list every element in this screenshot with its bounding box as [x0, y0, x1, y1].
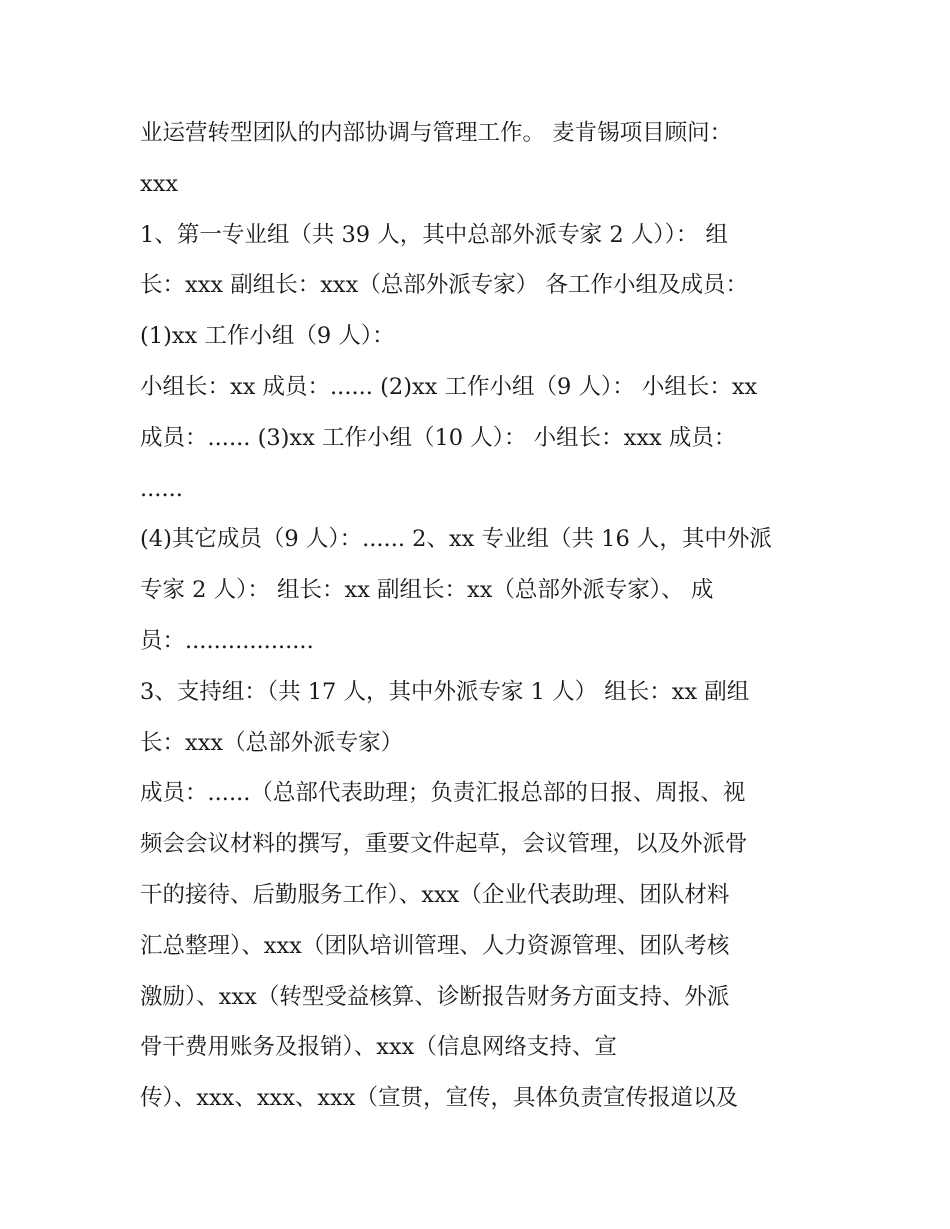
text-line: 长：xxx 副组长：xxx（总部外派专家） 各工作小组及成员： [140, 272, 748, 299]
text-line: (4)其它成员（9 人）：...... 2、xx 专业组（共 16 人，其中外派 [140, 526, 772, 553]
text-line: 专家 2 人）： 组长：xx 副组长：xx（总部外派专家）、 成 [140, 577, 714, 604]
text-line: xxx [140, 170, 179, 197]
text-line: 汇总整理）、xxx（团队培训管理、人力资源管理、团队考核 [140, 932, 730, 959]
document-body [140, 108, 820, 1124]
text-line: (1)xx 工作小组（9 人）： [140, 323, 395, 350]
text-line: 骨干费用账务及报销）、xxx（信息网络支持、宣 [140, 1034, 617, 1061]
text-line: 成员：...... (3)xx 工作小组（10 人）： 小组长：xxx 成员： [140, 424, 737, 451]
text-line: 激励）、xxx（转型受益核算、诊断报告财务方面支持、外派 [140, 983, 730, 1010]
text-line: 成员：......（总部代表助理；负责汇报总部的日报、周报、视 [140, 780, 746, 807]
text-line: 长：xxx（总部外派专家） [140, 729, 404, 756]
text-line: 3、支持组：（共 17 人，其中外派专家 1 人） 组长：xx 副组 [140, 678, 750, 705]
text-line: ...... [140, 475, 183, 502]
text-line: 业运营转型团队的内部协调与管理工作。 麦肯锡项目顾问： [140, 120, 733, 146]
text-line: 频会会议材料的撰写，重要文件起草，会议管理，以及外派骨 [140, 831, 748, 858]
text-line: 干的接待、后勤服务工作）、xxx（企业代表助理、团队材料 [140, 881, 730, 908]
text-line: 传）、xxx、xxx、xxx（宣贯，宣传，具体负责宣传报道以及 [140, 1085, 738, 1112]
text-line: 1、第一专业组（共 39 人，其中总部外派专家 2 人））： 组 [140, 221, 729, 248]
text-line: 员：.................. [140, 627, 314, 654]
text-line: 小组长：xx 成员：...... (2)xx 工作小组（9 人）： 小组长：xx [140, 373, 758, 400]
